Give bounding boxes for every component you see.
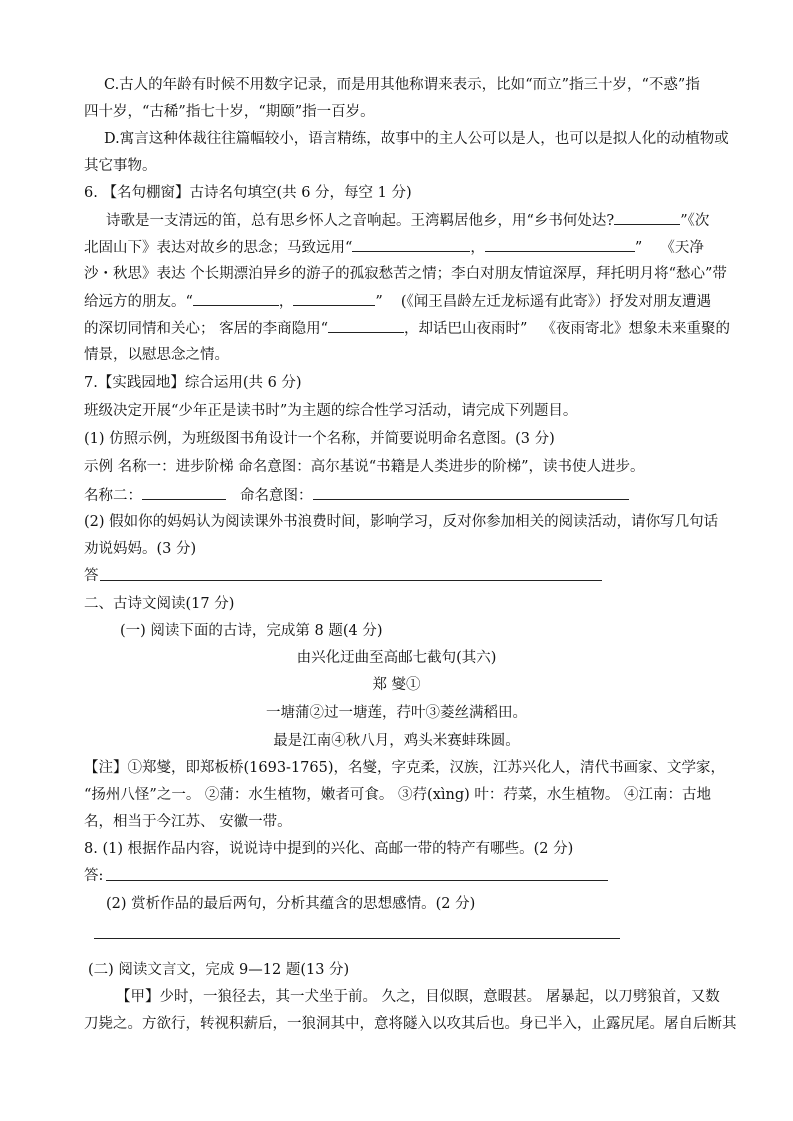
question-7-heading: 7.【实践园地】综合运用(共 6 分) bbox=[84, 375, 302, 391]
question-6-heading: 6. 【名句棚窗】古诗名句填空(共 6 分，每空 1 分) bbox=[84, 185, 412, 201]
passage-jia-line2: 刀毙之。方欲行，转视积薪后，一狼洞其中，意将隧入以攻其后也。身已半入，止露尻尾。屠自后断其 bbox=[84, 1016, 737, 1032]
option-d-line2: 其它事物。 bbox=[84, 158, 157, 174]
question-6-line6: 情景，以慰思念之情。 bbox=[84, 347, 229, 363]
section-2-heading: 二、古诗文阅读(17 分) bbox=[84, 596, 235, 612]
poem-title: 由兴化迂曲至高邮七截句(其六) bbox=[296, 650, 497, 666]
option-c-line1: C.古人的年龄有时候不用数字记录，而是用其他称谓来表示，比如“而立”指三十岁，“不惑”指 bbox=[104, 77, 700, 93]
question-6-line1: 诗歌是一支清远的笛，总有思乡怀人之音响起。王湾羁居他乡，用“乡书何处达? ”《次 bbox=[106, 210, 709, 231]
blank-6[interactable] bbox=[328, 318, 404, 333]
name-two-field[interactable] bbox=[142, 485, 226, 500]
blank-1[interactable] bbox=[614, 210, 680, 225]
question-7-intro: 班级决定开展“少年正是读书时”为主题的综合性学习活动，请完成下列题目。 bbox=[84, 403, 578, 419]
question-7-part1: (1) 仿照示例，为班级图书角设计一个名称，并简要说明命名意图。(3 分) bbox=[84, 431, 555, 447]
passage-jia-line1: 【甲】少时，一狼径去，其一犬坐于前。 久之，目似瞑，意暇甚。 屠暴起，以刀劈狼首，又数 bbox=[116, 989, 720, 1005]
blank-2[interactable] bbox=[352, 237, 470, 252]
question-7-name-row: 名称二： 命名意图： bbox=[84, 485, 629, 506]
question-6-line2: 北固山下》表达对故乡的思念；马致远用“ ， ” 《天净 bbox=[84, 237, 704, 258]
blank-4[interactable] bbox=[193, 291, 279, 306]
note-line3: 名，相当于今江苏、 安徽一带。 bbox=[84, 814, 292, 830]
section-2-part2-heading: (二) 阅读文言文，完成 9—12 题(13 分) bbox=[88, 962, 350, 978]
section-2-part1-heading: (一) 阅读下面的古诗，完成第 8 题(4 分) bbox=[120, 623, 383, 639]
note-line2: “扬州八怪”之一。 ②蒲：水生植物，嫩者可食。 ③荇(xìng) 叶：荇菜，水生植物。 ④江南：古地 bbox=[84, 787, 712, 803]
question-7-part2-line2: 劝说妈妈。(3 分) bbox=[84, 541, 197, 557]
question-6-line4: 给远方的朋友。“ ， ” (《闻王昌龄左迁龙标遥有此寄》）抒发对朋友遭遇 bbox=[84, 291, 711, 312]
question-7-example: 示例 名称一：进步阶梯 命名意图：高尔基说“书籍是人类进步的阶梯”，读书使人进步。 bbox=[84, 459, 645, 475]
intent-field[interactable] bbox=[313, 485, 629, 500]
poem-line-2: 最是江南④秋八月，鸡头米赛蚌珠圆。 bbox=[273, 733, 520, 749]
question-7-answer-label: 答 bbox=[84, 568, 99, 584]
question-8-answer-line[interactable] bbox=[106, 880, 608, 881]
question-8-part2: (2) 赏析作品的最后两句，分析其蕴含的思想感情。(2 分) bbox=[106, 896, 476, 912]
question-6-line3: 沙・秋思》表达 个长期漂泊异乡的游子的孤寂愁苦之情；李白对朋友情谊深厚，拜托明月将“愁心”带 bbox=[84, 266, 727, 282]
poem-author: 郑 燮① bbox=[372, 677, 421, 693]
option-d-line1: D.寓言这种体裁往往篇幅较小，语言精练，故事中的主人公可以是人，也可以是拟人化的动植物或 bbox=[104, 131, 729, 147]
question-7-answer-line[interactable] bbox=[100, 580, 602, 581]
blank-3[interactable] bbox=[485, 237, 635, 252]
poem-line-1: 一塘蒲②过一塘莲，荇叶③菱丝满稻田。 bbox=[266, 705, 527, 721]
question-8-part1: 8. (1) 根据作品内容，说说诗中提到的兴化、高邮一带的特产有哪些。(2 分) bbox=[84, 841, 574, 857]
question-6-line5: 的深切同情和关心； 客居的李商隐用“ ，却话巴山夜雨时” 《夜雨寄北》想象未来重聚的 bbox=[84, 318, 730, 339]
blank-5[interactable] bbox=[293, 291, 375, 306]
question-7-part2-line1: (2) 假如你的妈妈认为阅读课外书浪费时间，影响学习，反对你参加相关的阅读活动，请你写几句话 bbox=[84, 514, 719, 530]
note-line1: 【注】①郑燮，即郑板桥(1693-1765)，名燮，字克柔，汉族，江苏兴化人，清代书画家、文学家， bbox=[84, 760, 726, 776]
question-8-part2-answer-line[interactable] bbox=[94, 938, 620, 939]
question-8-answer-label: 答: bbox=[84, 868, 104, 884]
option-c-line2: 四十岁，“古稀”指七十岁，“期颐”指一百岁。 bbox=[84, 104, 375, 120]
